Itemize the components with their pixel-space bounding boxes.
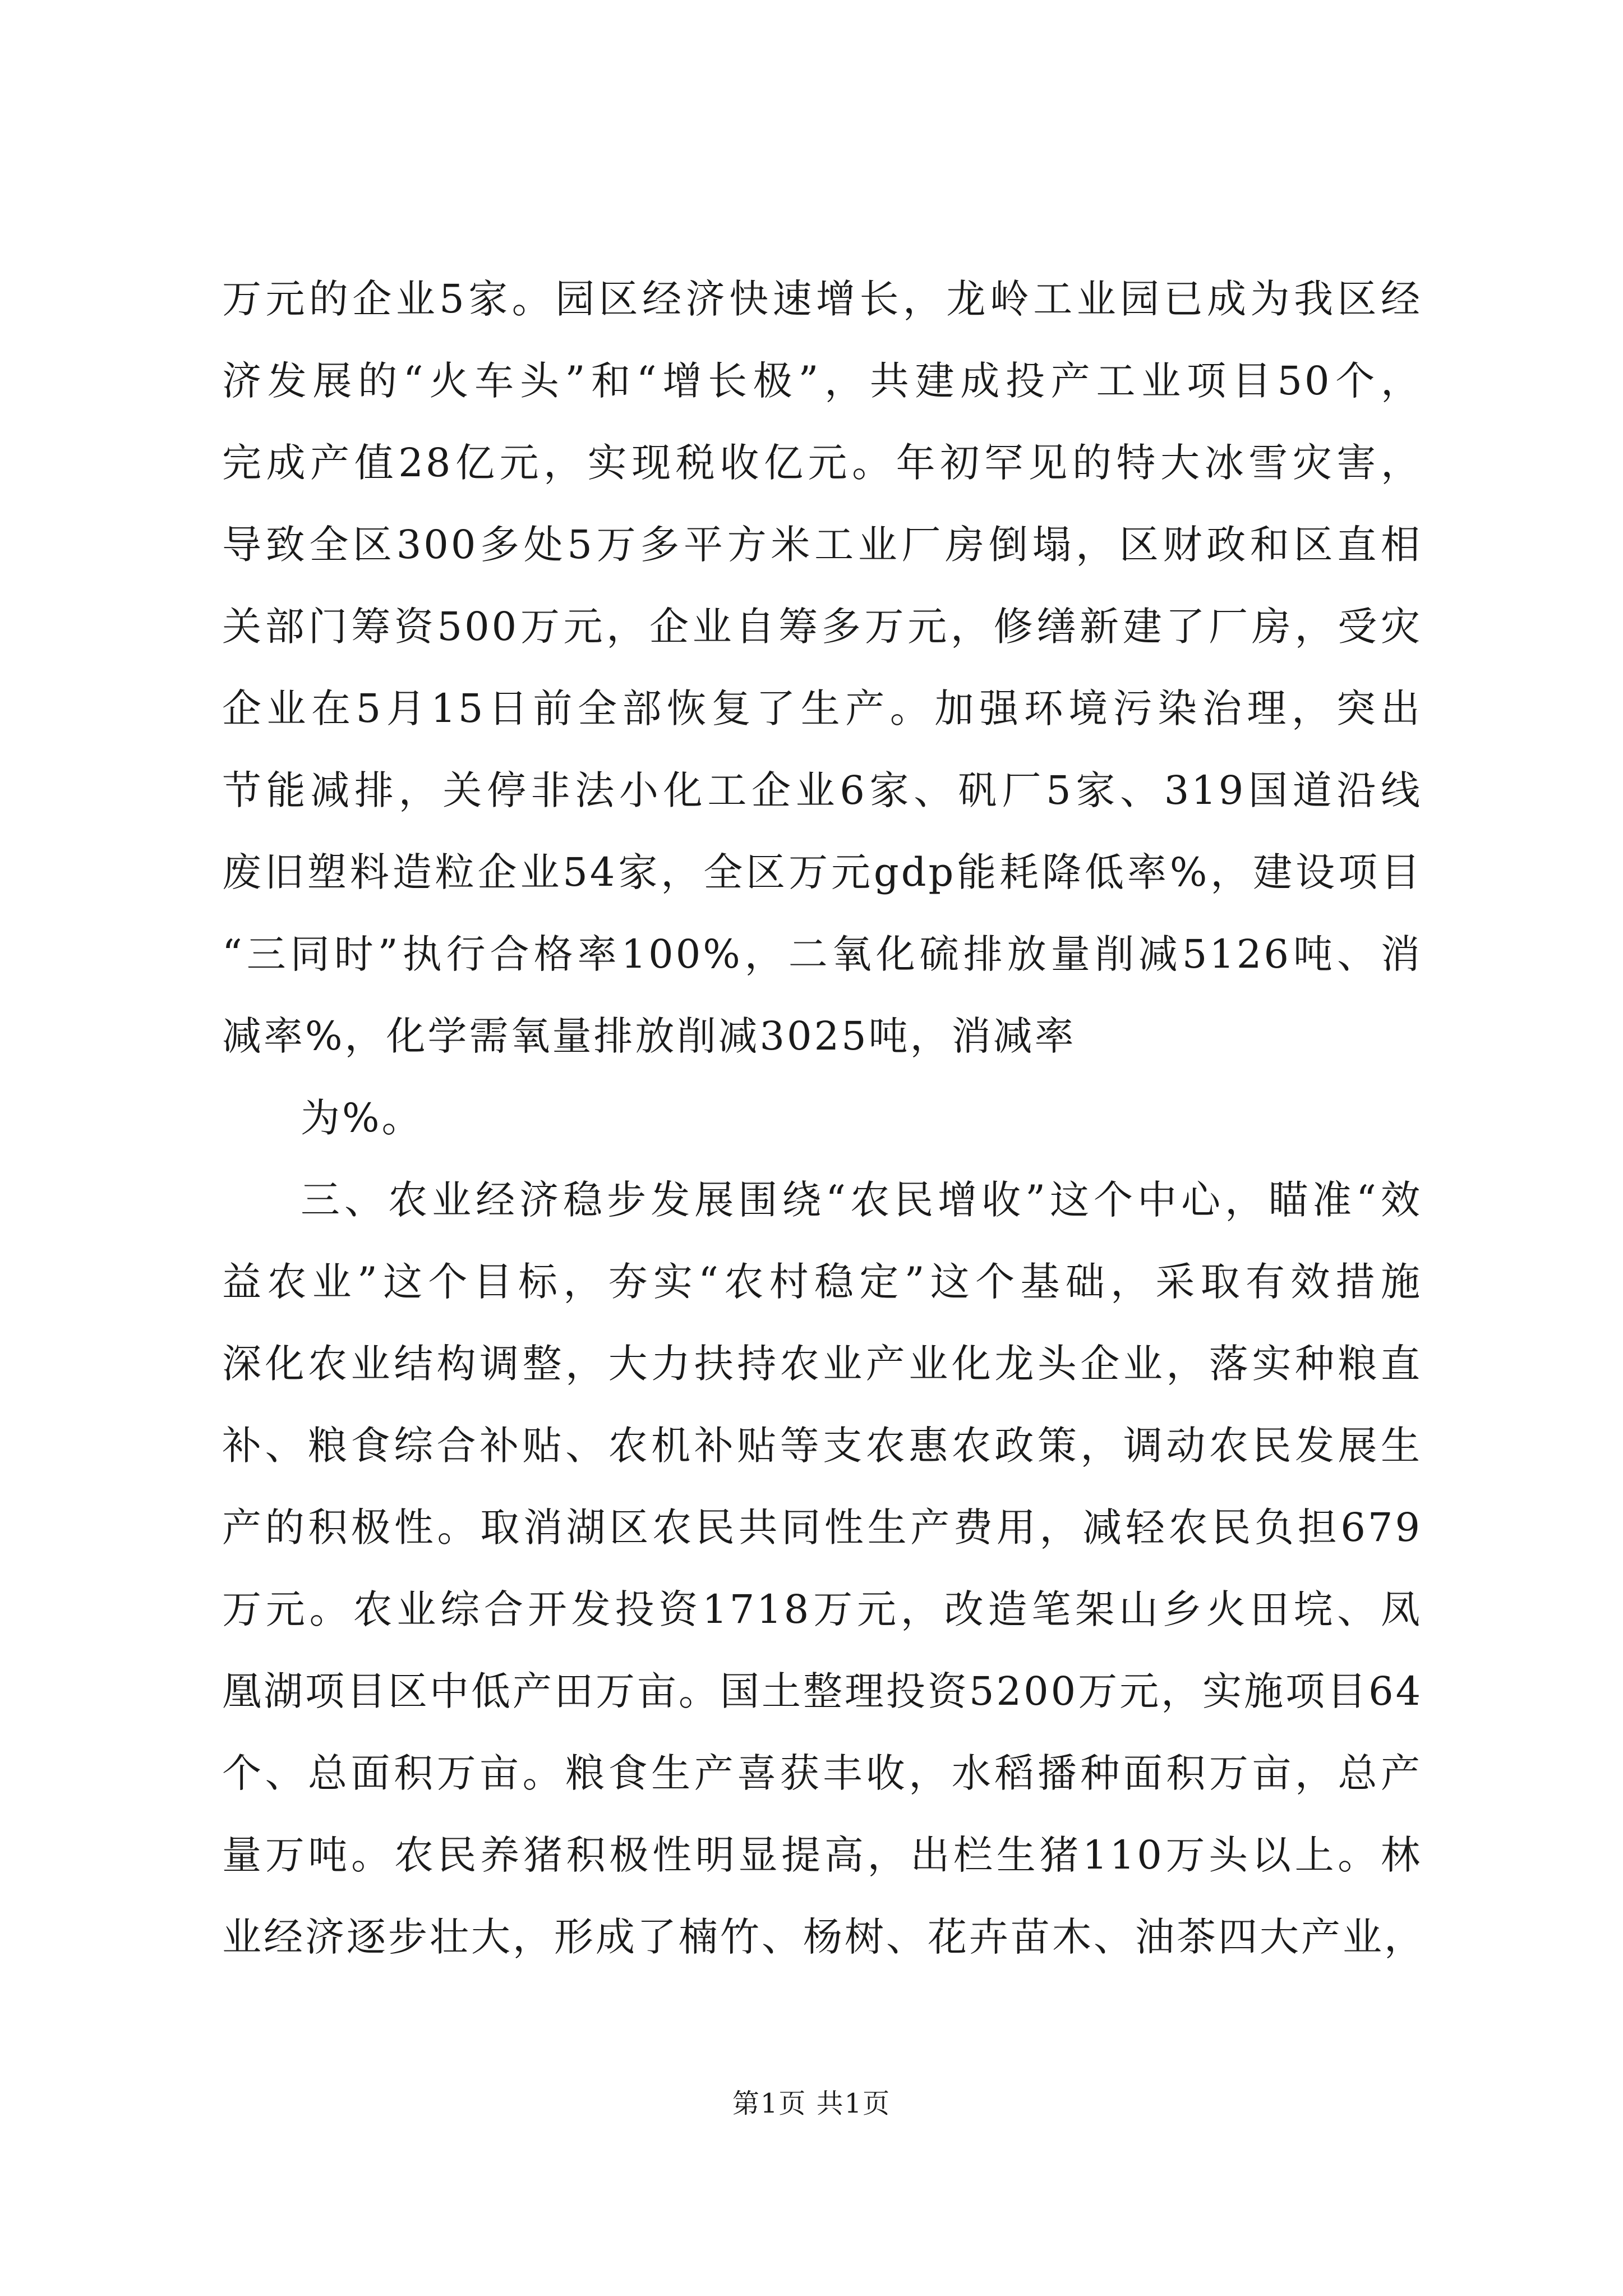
body-text-line: 为%。: [301, 1095, 423, 1141]
body-text-line: 量万吨。农民养猪积极性明显提高，出栏生猪110万头以上。林: [222, 1832, 1422, 1878]
body-text-line: 三、农业经济稳步发展围绕“农民增收”这个中心，瞄准“效: [301, 1177, 1422, 1223]
body-text-line: 补、粮食综合补贴、农机补贴等支农惠农政策，调动农民发展生: [222, 1423, 1422, 1469]
body-text-line: 个、总面积万亩。粮食生产喜获丰收，水稻播种面积万亩，总产: [222, 1750, 1422, 1796]
body-text-line: 凰湖项目区中低产田万亩。国土整理投资5200万元，实施项目64: [222, 1668, 1423, 1714]
body-text-line: 产的积极性。取消湖区农民共同性生产费用，减轻农民负担679: [222, 1504, 1422, 1550]
body-text-line: “三同时”执行合格率100%，二氧化硫排放量削减5126吨、消: [222, 931, 1422, 977]
document-body: [222, 258, 1426, 1978]
body-text-line: 导致全区300多处5万多平方米工业厂房倒塌，区财政和区直相: [222, 522, 1422, 568]
body-text-line: 完成产值28亿元，实现税收亿元。年初罕见的特大冰雪灾害，: [222, 440, 1422, 486]
page-footer: 第1页 共1页: [732, 2088, 891, 2119]
body-text-line: 万元。农业综合开发投资1718万元，改造笔架山乡火田垸、凤: [222, 1586, 1422, 1632]
body-text-line: 企业在5月15日前全部恢复了生产。加强环境污染治理，突出: [222, 685, 1422, 731]
body-text-line: 益农业”这个目标，夯实“农村稳定”这个基础，采取有效措施: [222, 1259, 1422, 1305]
body-text-line: 减率%，化学需氧量排放削减3025吨，消减率: [222, 1013, 1076, 1059]
body-text-line: 深化农业结构调整，大力扶持农业产业化龙头企业，落实种粮直: [222, 1341, 1422, 1387]
body-text-line: 关部门筹资500万元，企业自筹多万元，修缮新建了厂房，受灾: [222, 604, 1422, 650]
body-text-line: 业经济逐步壮大，形成了楠竹、杨树、花卉苗木、油茶四大产业，: [222, 1914, 1426, 1960]
body-text-line: 万元的企业5家。园区经济快速增长，龙岭工业园已成为我区经: [222, 276, 1422, 322]
body-text-line: 济发展的“火车头”和“增长极”，共建成投产工业项目50个，: [222, 358, 1422, 404]
body-text-line: 废旧塑料造粒企业54家，全区万元gdp能耗降低率%，建设项目: [222, 849, 1422, 895]
body-text-line: 节能减排，关停非法小化工企业6家、矾厂5家、319国道沿线: [222, 767, 1422, 813]
